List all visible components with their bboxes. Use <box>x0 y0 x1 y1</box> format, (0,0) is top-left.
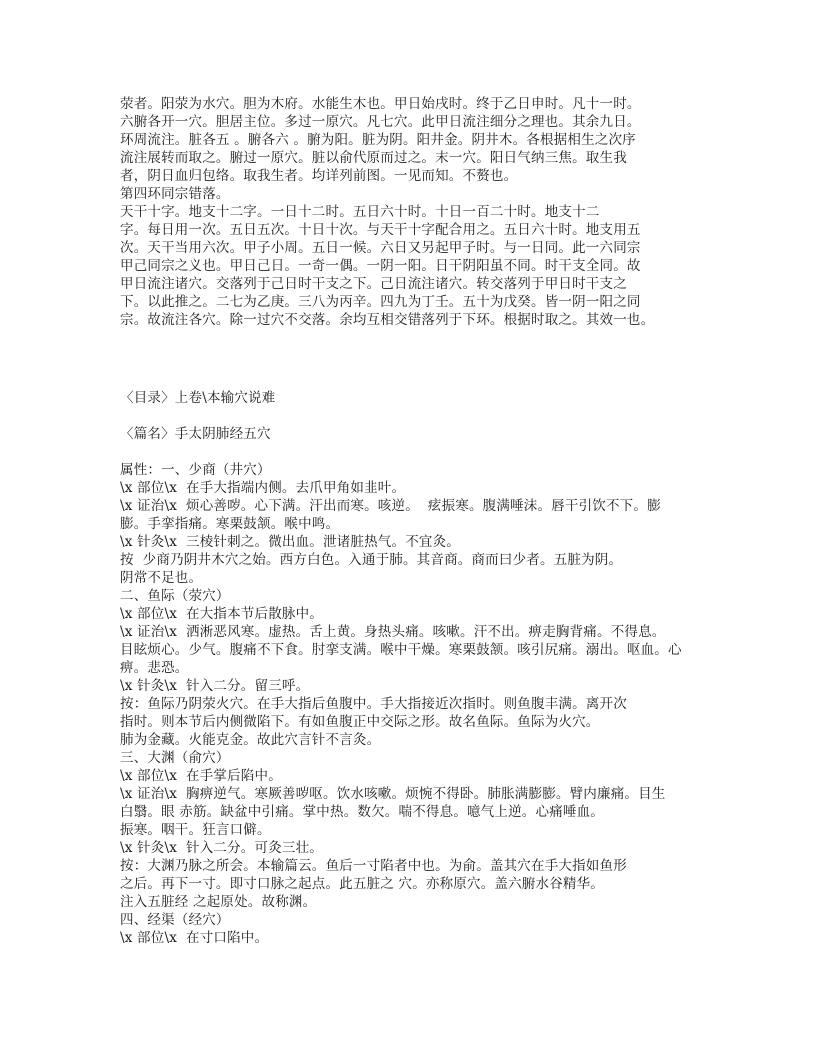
blank-line <box>120 443 700 461</box>
text-section-flow-notes <box>120 95 700 329</box>
text-line: 白翳。眼 赤筋。缺盆中引痛。掌中热。数欠。喘不得息。噫气上逆。心痛唾血。 <box>120 804 604 820</box>
blank-line <box>120 407 700 425</box>
text-line: 指时。则本节后内侧微陷下。有如鱼腹正中交际之形。故名鱼际。鱼际为火穴。 <box>120 714 600 730</box>
text-line: 字。每日用一次。五日五次。十日十次。与天干十字配合用之。五日六十时。地支用五 <box>120 222 641 238</box>
text-line: 宗。故流注各穴。除一过穴不交落。余均互相交错落列于下环。根据时取之。其效一也。 <box>120 312 655 328</box>
text-line: 天干十字。地支十二字。一日十二时。五日六十时。十日一百二十时。地支十二 <box>120 204 600 220</box>
point-heading: 三、大渊（俞穴） <box>120 750 230 766</box>
point-heading: 二、鱼际（荥穴） <box>120 588 230 604</box>
text-line: 甲日流注诸穴。交落列于己日时干支之下。己日流注诸穴。转交落列于甲日时干支之 <box>120 276 627 292</box>
catalog-heading: 〈目录〉上卷\本输穴说难 <box>120 390 276 406</box>
text-line: 肺为金藏。火能克金。故此穴言针不言灸。 <box>120 732 381 748</box>
text-line: 振寒。咽干。狂言口僻。 <box>120 822 271 838</box>
text-line: \x 部位\x 在手大指端内侧。去爪甲角如韭叶。 <box>120 480 406 496</box>
text-line: \x 针灸\x 三棱针刺之。微出血。泄诸脏热气。不宜灸。 <box>120 534 460 550</box>
text-line: 次。天干当用六次。甲子小周。五日一候。六日又另起甲子时。与一日同。此一六同宗 <box>120 240 641 256</box>
text-line: 流注展转而取之。腑过一原穴。脏以俞代原而过之。末一穴。阳日气纳三焦。取生我 <box>120 150 627 166</box>
text-line: 按 少商乃阴井木穴之始。西方白色。入通于肺。其音商。商而曰少者。五脏为阴。 <box>120 552 623 568</box>
text-line: 下。以此推之。二七为乙庚。三八为丙辛。四九为丁壬。五十为戊癸。皆一阴一阳之同 <box>120 294 641 310</box>
text-line: 痹。悲恐。 <box>120 660 189 676</box>
text-line: \x 部位\x 在寸口陷中。 <box>120 930 269 946</box>
text-line: \x 部位\x 在大指本节后散脉中。 <box>120 606 323 622</box>
point-heading: 四、经渠（经穴） <box>120 912 230 928</box>
text-line: \x 证治\x 烦心善哕。心下满。汗出而寒。咳逆。 痃振寒。腹满唾沫。唇干引饮不下。膨 <box>120 498 661 514</box>
section-heading: 第四环同宗错落。 <box>120 186 230 202</box>
text-line: 之后。再下一寸。即寸口脉之起点。此五脏之 穴。亦称原穴。盖六腑水谷精华。 <box>120 876 604 892</box>
text-section-lung-meridian <box>120 389 700 947</box>
chapter-title: 〈篇名〉手太阴肺经五穴 <box>120 426 271 442</box>
text-line: 环周流注。脏各五 。腑各六 。腑为阳。脏为阴。阳井金。阴井木。各根据相生之次序 <box>120 132 636 148</box>
text-line: \x 针灸\x 针入二分。可灸三壮。 <box>120 840 323 856</box>
text-line: 六腑各开一穴。胆居主位。多过一原穴。凡七穴。此甲日流注细分之理也。其余九日。 <box>120 114 641 130</box>
text-line: 膨。手挛指痛。寒栗鼓颔。喉中鸣。 <box>120 516 340 532</box>
text-line: 注入五脏经 之起原处。故称渊。 <box>120 894 317 910</box>
text-line: \x 证治\x 胸痹逆气。寒厥善哕呕。饮水咳嗽。烦惋不得卧。肺胀满膨膨。臂内廉痛。目生 <box>120 786 666 802</box>
text-line: 目眩烦心。少气。腹痛不下食。肘挛支满。喉中干燥。寒栗鼓颔。咳引尻痛。溺出。呕血。心 <box>120 642 682 658</box>
point-heading: 属性：一、少商（井穴） <box>120 462 271 478</box>
text-line: \x 针灸\x 针入二分。留三呼。 <box>120 678 310 694</box>
text-line: 阴常不足也。 <box>120 570 203 586</box>
text-line: 荥者。阳荥为水穴。胆为木府。水能生木也。甲日始戌时。终于乙日申时。凡十一时。 <box>120 96 641 112</box>
text-line: 甲己同宗之义也。甲日己日。一奇一偶。一阴一阳。日干阴阳虽不同。时干支全同。故 <box>120 258 641 274</box>
text-line: 者，阴日血归包络。取我生者。均详列前图。一见而知。不赘也。 <box>120 168 518 184</box>
text-line: 按：鱼际乃阴荥火穴。在手大指后鱼腹中。手大指接近次指时。则鱼腹丰满。离开次 <box>120 696 627 712</box>
text-line: 按：大渊乃脉之所会。本输篇云。鱼后一寸陷者中也。为俞。盖其穴在手大指如鱼形 <box>120 858 627 874</box>
text-line: \x 部位\x 在手掌后陷中。 <box>120 768 282 784</box>
text-line: \x 证治\x 洒淅恶风寒。虚热。舌上黄。身热头痛。咳嗽。汗不出。痹走胸背痛。不得息。 <box>120 624 666 640</box>
